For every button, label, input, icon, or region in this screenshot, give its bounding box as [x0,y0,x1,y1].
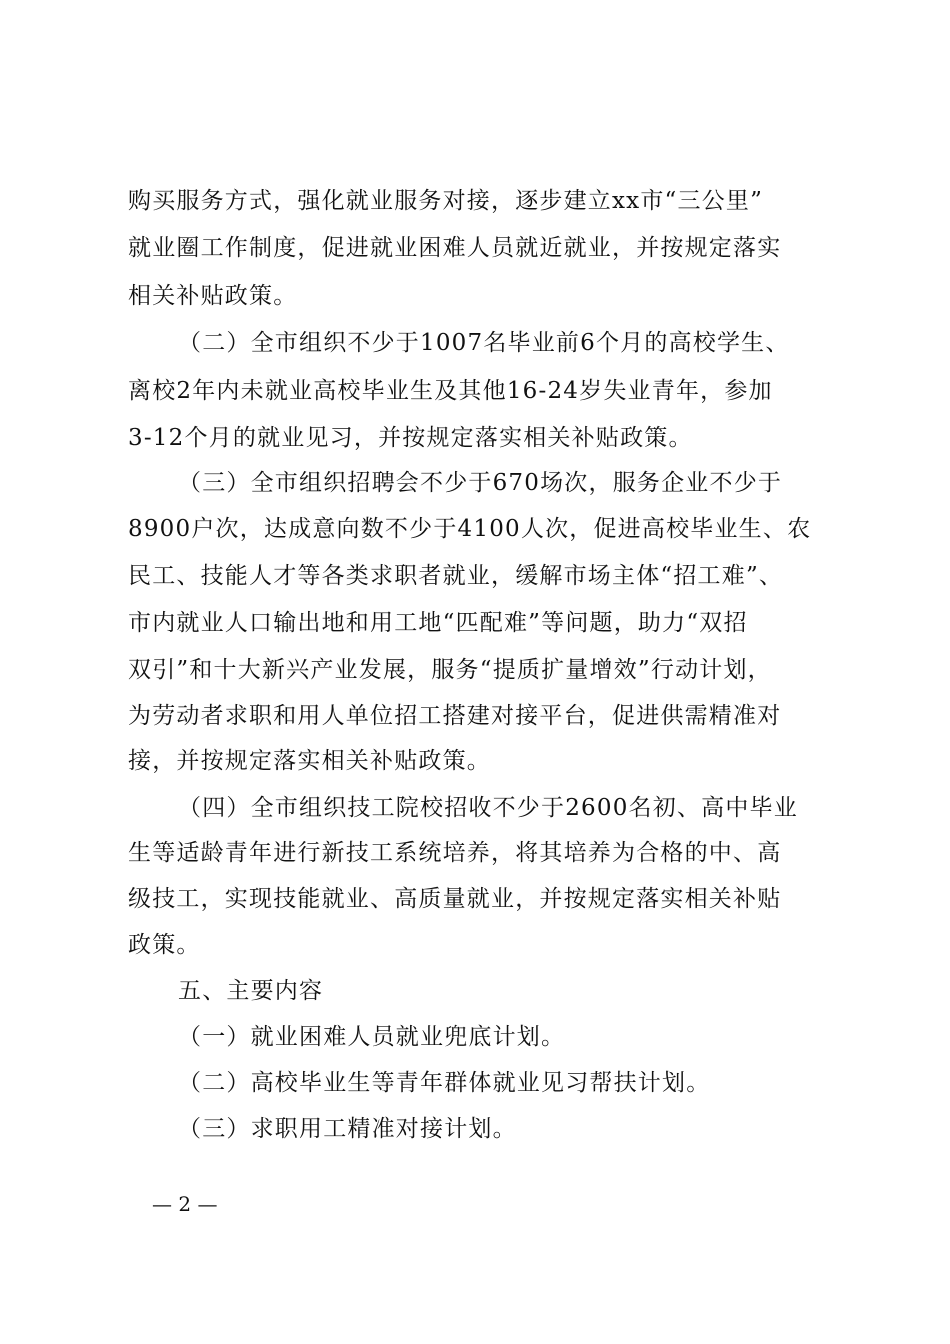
paragraph-1-line-1: 购买服务方式，强化就业服务对接，逐步建立xx市“三公里” [128,188,764,214]
list-item: （三）求职用工精准对接计划。 [178,1116,517,1142]
paragraph-4-line-3: 级技工，实现技能就业、高质量就业，并按规定落实相关补贴 [128,886,782,912]
paragraph-2-line-1: （二）全市组织不少于1007名毕业前6个月的高校学生、 [178,330,790,356]
paragraph-1-line-2: 就业圈工作制度，促进就业困难人员就近就业，并按规定落实 [128,235,782,261]
paragraph-3-line-1: （三）全市组织招聘会不少于670场次，服务企业不少于 [178,470,783,496]
paragraph-3-line-2: 8900户次，达成意向数不少于4100人次，促进高校毕业生、农 [128,516,812,542]
paragraph-2-line-2: 离校2年内未就业高校毕业生及其他16-24岁失业青年，参加 [128,378,773,404]
page-number: — 2 — [152,1192,218,1216]
paragraph-3-line-5: 双引”和十大新兴产业发展，服务“提质扩量增效”行动计划， [128,657,772,683]
paragraph-3-line-4: 市内就业人口输出地和用工地“匹配难”等问题，助力“双招 [128,610,748,636]
list-item: （二）高校毕业生等青年群体就业见习帮扶计划。 [178,1070,711,1096]
paragraph-3-line-6: 为劳动者求职和用人单位招工搭建对接平台，促进供需精准对 [128,703,782,729]
paragraph-4-line-1: （四）全市组织技工院校招收不少于2600名初、高中毕业 [178,795,798,821]
section-heading: 五、主要内容 [178,978,324,1004]
paragraph-3-line-7: 接，并按规定落实相关补贴政策。 [128,748,491,774]
paragraph-4-line-2: 生等适龄青年进行新技工系统培养，将其培养为合格的中、高 [128,840,782,866]
paragraph-4-line-4: 政策。 [128,932,201,958]
list-item: （一）就业困难人员就业兜底计划。 [178,1024,566,1050]
paragraph-2-line-3: 3-12个月的就业见习，并按规定落实相关补贴政策。 [128,425,693,451]
paragraph-1-line-3: 相关补贴政策。 [128,283,298,309]
paragraph-3-line-3: 民工、技能人才等各类求职者就业，缓解市场主体“招工难”、 [128,563,784,589]
